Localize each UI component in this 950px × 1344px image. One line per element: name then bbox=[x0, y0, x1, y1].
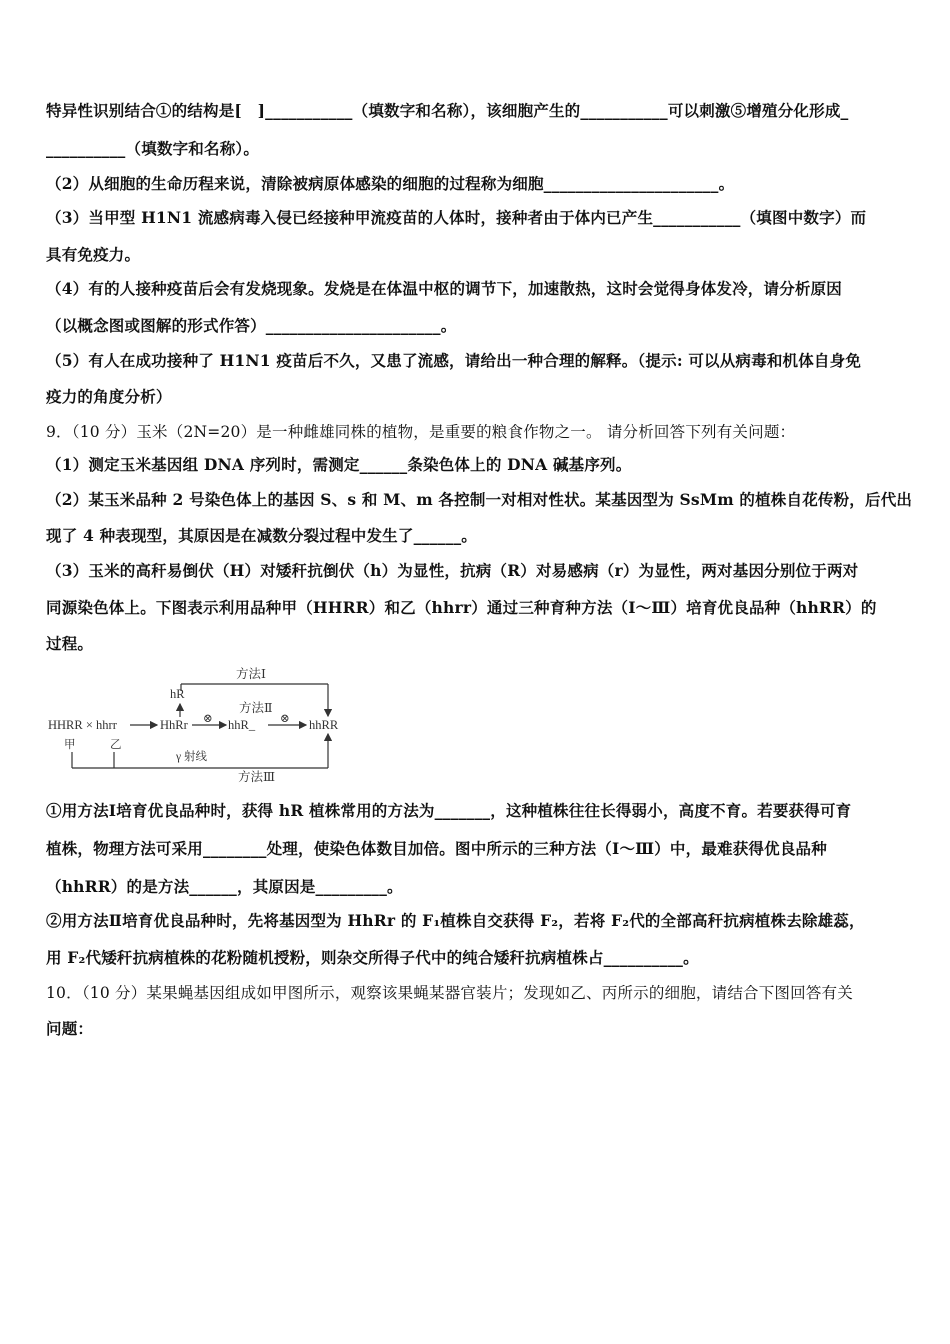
text-line: ①用方法Ⅰ培育优良品种时，获得 hR 植株常用的方法为_______，这种植株往往长得弱小，高度不育。若要获得可育 bbox=[46, 801, 852, 820]
text-line: 问题： bbox=[46, 1019, 94, 1038]
text-line: （3）玉米的高秆易倒伏（H）对矮秆抗倒伏（h）为显性，抗病（R）对易感病（r）为显性，两对基因分别位于两对 bbox=[46, 561, 859, 580]
text-line: 同源染色体上。下图表示利用品种甲（HHRR）和乙（hhrr）通过三种育种方法（Ⅰ～Ⅲ）培育优良品种（hhRR）的 bbox=[46, 598, 877, 617]
f1-label: HhRr bbox=[160, 718, 188, 732]
selfing-symbol-2: ⊗ bbox=[280, 713, 290, 725]
text-line: 植株，物理方法可采用________处理，使染色体数目加倍。图中所示的三种方法（Ⅰ～Ⅲ）中，最难获得优良品种 bbox=[46, 839, 827, 858]
hr-label: hR bbox=[170, 687, 185, 701]
method-2-label: 方法Ⅱ bbox=[239, 701, 273, 715]
text-line: （5）有人在成功接种了 H1N1 疫苗后不久，又患了流感，请给出一种合理的解释。（提示: 可以从病毒和机体自身免 bbox=[46, 351, 862, 370]
text-line: 过程。 bbox=[46, 634, 94, 653]
selfing-symbol-1: ⊗ bbox=[203, 713, 213, 725]
text-line: 用 F₂代矮秆抗病植株的花粉随机授粉，则杂交所得子代中的纯合矮秆抗病植株占__________。 bbox=[46, 948, 699, 967]
parent-yi-label: 乙 bbox=[110, 739, 122, 751]
method-1-label: 方法Ⅰ bbox=[236, 667, 266, 681]
text-line: （1）测定玉米基因组 DNA 序列时，需测定______条染色体上的 DNA 碱基序列。 bbox=[46, 455, 632, 474]
text-line: （hhRR）的是方法______，其原因是_________。 bbox=[46, 877, 403, 896]
cross-label: HHRR × hhrr bbox=[48, 718, 117, 732]
hhr-label: hhR_ bbox=[228, 718, 256, 732]
text-line: （3）当甲型 H1N1 流感病毒入侵已经接种甲流疫苗的人体时，接种者由于体内已产生___________（填图中数字）而 bbox=[46, 208, 867, 227]
question-10-heading: 10．（10 分）某果蝇基因组成如甲图所示，观察该果蝇某器官装片；发现如乙、丙所示的细胞，请结合下图回答有关 bbox=[46, 984, 853, 1002]
target-label: hhRR bbox=[309, 718, 339, 732]
text-line: （4）有的人接种疫苗后会有发烧现象。发烧是在体温中枢的调节下，加速散热，这时会觉得身体发冷，请分析原因 bbox=[46, 279, 842, 298]
method-3-label: 方法Ⅲ bbox=[238, 770, 276, 784]
text-line: ②用方法Ⅱ培育优良品种时，先将基因型为 HhRr 的 F₁植株自交获得 F₂，若将 F₂代的全部高秆抗病植株去除雄蕊， bbox=[46, 911, 865, 930]
text-line: __________（填数字和名称）。 bbox=[46, 139, 260, 158]
text-line: （2）从细胞的生命历程来说，清除被病原体感染的细胞的过程称为细胞______________________。 bbox=[46, 174, 735, 193]
text-line: 特异性识别结合①的结构是[ ]___________（填数字和名称），该细胞产生的___________可以刺激⑤增殖分化形成_ bbox=[46, 101, 849, 120]
breeding-diagram bbox=[46, 662, 356, 786]
text-line: 现了 4 种表现型，其原因是在减数分裂过程中发生了______。 bbox=[46, 526, 477, 545]
parent-jia-label: 甲 bbox=[64, 739, 76, 751]
text-line: （以概念图或图解的形式作答）______________________。 bbox=[46, 316, 457, 335]
gamma-ray-label: γ 射线 bbox=[176, 751, 207, 763]
text-line: 具有免疫力。 bbox=[46, 245, 141, 264]
question-9-heading: 9．（10 分）玉米（2N=20）是一种雌雄同株的植物，是重要的粮食作物之一。 请分析回答下列有关问题： bbox=[46, 423, 796, 441]
text-line: （2）某玉米品种 2 号染色体上的基因 S、s 和 M、m 各控制一对相对性状。某基因型为 SsMm 的植株自花传粉，后代出 bbox=[46, 490, 913, 509]
text-line: 疫力的角度分析） bbox=[46, 387, 172, 406]
